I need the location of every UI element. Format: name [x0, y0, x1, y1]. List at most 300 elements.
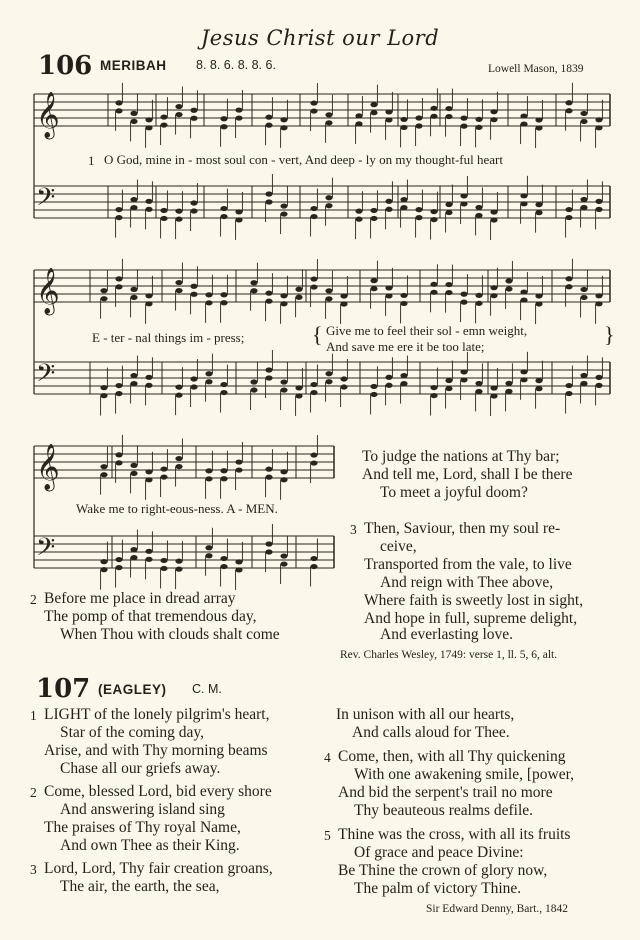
note-head: [115, 383, 122, 388]
note-head: [445, 114, 452, 119]
stanza-2-cont-line-3: To meet a joyful doom?: [380, 484, 528, 501]
note-head: [115, 565, 122, 570]
lyrics-line-2b-1: Give me to feel their sol - emn weight,: [326, 323, 528, 338]
note-head: [100, 385, 107, 390]
note-head: [220, 214, 227, 219]
note-head: [460, 300, 467, 305]
note-head: [505, 286, 512, 291]
h107-stanza-3-line-1: Lord, Lord, Thy fair creation groans,: [44, 860, 273, 877]
note-head: [580, 381, 587, 386]
h107-stanza-5-line-1: Thine was the cross, with all its fruits: [338, 826, 571, 843]
treble-clef-icon: 𝄞: [36, 444, 60, 490]
note-head: [100, 559, 107, 564]
note-head: [265, 123, 272, 128]
stanza-3-line-4: And reign with Thee above,: [380, 574, 554, 591]
note-head: [265, 375, 272, 380]
note-head: [565, 215, 572, 220]
h107-stanza-4-line-4: Thy beauteous realms defile.: [354, 802, 534, 819]
note-head: [145, 117, 152, 122]
note-head: [100, 393, 107, 398]
note-head: [250, 288, 257, 293]
note-head: [175, 464, 182, 469]
note-head: [490, 393, 497, 398]
note-head: [385, 117, 392, 122]
note-head: [460, 193, 467, 198]
note-head: [145, 375, 152, 380]
note-head: [535, 293, 542, 298]
stanza-3-line-6: And hope in full, supreme delight,: [364, 610, 578, 627]
note-head: [115, 557, 122, 562]
note-head: [280, 477, 287, 482]
note-head: [205, 545, 212, 550]
note-head: [325, 112, 332, 117]
note-head: [565, 391, 572, 396]
hymn-106-meter: 8. 8. 6. 8. 8. 6.: [196, 58, 276, 72]
note-head: [220, 564, 227, 569]
note-head: [430, 282, 437, 287]
hymn-107-meter: C. M.: [192, 682, 222, 696]
note-head: [475, 381, 482, 386]
note-head: [415, 215, 422, 220]
hymn-106-number: 106: [38, 51, 93, 81]
stanza-3-line-5: Where faith is sweetly lost in sight,: [364, 592, 584, 609]
note-head: [370, 286, 377, 291]
note-head: [520, 289, 527, 294]
note-head: [130, 373, 137, 378]
h107-stanza-2-line-4: And own Thee as their King.: [60, 837, 240, 854]
note-head: [265, 541, 272, 546]
note-head: [235, 115, 242, 120]
h107-stanza-1-line-4: Chase all our griefs away.: [60, 760, 221, 777]
h107-stanza-4-line-1: Come, then, with all Thy quickening: [338, 748, 566, 765]
note-head: [220, 116, 227, 121]
note-head: [595, 199, 602, 204]
note-head: [445, 106, 452, 111]
note-head: [190, 200, 197, 205]
note-head: [460, 377, 467, 382]
note-head: [130, 547, 137, 552]
note-head: [415, 123, 422, 128]
note-head: [520, 193, 527, 198]
note-head: [520, 369, 527, 374]
note-head: [430, 106, 437, 111]
note-head: [535, 125, 542, 130]
note-head: [385, 285, 392, 290]
note-head: [385, 207, 392, 212]
lyrics-line-1: O God, mine in - most soul con - vert, And deep - ly on my thought-ful heart: [104, 152, 503, 167]
note-head: [160, 122, 167, 127]
note-head: [565, 383, 572, 388]
note-head: [205, 300, 212, 305]
note-head: [250, 379, 257, 384]
h107-stanza-5-number: 5: [324, 828, 331, 843]
lyrics-verse-number: 1: [88, 153, 95, 168]
note-head: [190, 284, 197, 289]
h107-stanza-1-number: 1: [30, 708, 37, 723]
note-head: [340, 376, 347, 381]
note-head: [400, 117, 407, 122]
note-head: [265, 115, 272, 120]
note-head: [415, 207, 422, 212]
hymn-106-tune: MERIBAH: [100, 58, 167, 73]
note-head: [235, 559, 242, 564]
note-head: [100, 567, 107, 572]
note-head: [325, 379, 332, 384]
note-head: [430, 290, 437, 295]
note-head: [220, 300, 227, 305]
note-head: [205, 476, 212, 481]
note-head: [145, 293, 152, 298]
note-head: [355, 209, 362, 214]
note-head: [130, 381, 137, 386]
note-head: [160, 558, 167, 563]
stanza-2-line-3: When Thou with clouds shalt come: [60, 626, 280, 643]
stanza-2-number: 2: [30, 592, 37, 607]
note-head: [100, 464, 107, 469]
note-head: [280, 469, 287, 474]
note-head: [220, 468, 227, 473]
note-head: [400, 205, 407, 210]
note-head: [490, 209, 497, 214]
note-head: [595, 207, 602, 212]
note-head: [235, 459, 242, 464]
hymn-107-author: Sir Edward Denny, Bart., 1842: [426, 903, 569, 915]
note-head: [535, 301, 542, 306]
note-head: [205, 553, 212, 558]
h107-stanza-4-number: 4: [324, 750, 331, 765]
note-head: [595, 375, 602, 380]
note-head: [145, 477, 152, 482]
note-head: [310, 100, 317, 105]
note-head: [310, 108, 317, 113]
note-head: [460, 116, 467, 121]
note-head: [400, 301, 407, 306]
stanza-3-line-1: Then, Saviour, then my soul re-: [364, 520, 561, 537]
note-head: [220, 382, 227, 387]
note-head: [370, 208, 377, 213]
note-head: [205, 371, 212, 376]
note-head: [505, 381, 512, 386]
note-head: [130, 197, 137, 202]
note-head: [430, 114, 437, 119]
note-head: [325, 203, 332, 208]
bass-clef-icon: 𝄢: [36, 533, 56, 568]
note-head: [220, 124, 227, 129]
note-head: [520, 113, 527, 118]
note-head: [580, 197, 587, 202]
note-head: [190, 384, 197, 389]
h107-stanza-1-line-1: LIGHT of the lonely pilgrim's heart,: [44, 706, 270, 723]
note-head: [325, 371, 332, 376]
note-head: [160, 566, 167, 571]
note-head: [520, 377, 527, 382]
note-head: [370, 110, 377, 115]
note-head: [250, 387, 257, 392]
note-head: [250, 280, 257, 285]
treble-clef-icon: 𝄞: [36, 268, 60, 314]
stanza-2-line-1: Before me place in dread array: [44, 590, 236, 607]
note-head: [370, 392, 377, 397]
note-head: [595, 117, 602, 122]
note-head: [115, 276, 122, 281]
note-head: [100, 296, 107, 301]
note-head: [100, 288, 107, 293]
note-head: [265, 549, 272, 554]
note-head: [385, 375, 392, 380]
note-head: [310, 214, 317, 219]
stanza-3-line-3: Transported from the vale, to live: [364, 556, 572, 573]
note-head: [460, 201, 467, 206]
note-head: [385, 199, 392, 204]
note-head: [145, 125, 152, 130]
note-head: [475, 301, 482, 306]
note-head: [205, 379, 212, 384]
page-title: Jesus Christ our Lord: [200, 26, 440, 50]
stanza-2-cont-line-2: And tell me, Lord, shall I be there: [362, 466, 573, 483]
note-head: [130, 111, 137, 116]
note-head: [580, 295, 587, 300]
bass-clef-icon: 𝄢: [36, 183, 56, 218]
note-head: [325, 195, 332, 200]
note-head: [490, 293, 497, 298]
note-head: [295, 393, 302, 398]
h107-stanza-5-line-2: Of grace and peace Divine:: [354, 844, 524, 861]
brace-right: }: [604, 322, 615, 347]
note-head: [265, 467, 272, 472]
note-head: [535, 202, 542, 207]
note-head: [565, 108, 572, 113]
note-head: [580, 205, 587, 210]
note-head: [325, 296, 332, 301]
note-head: [145, 549, 152, 554]
note-head: [430, 385, 437, 390]
note-head: [115, 460, 122, 465]
note-head: [310, 276, 317, 281]
note-head: [445, 282, 452, 287]
note-head: [175, 280, 182, 285]
h107-stanza-3-cont-line-1: In unison with all our hearts,: [336, 706, 515, 723]
note-head: [595, 301, 602, 306]
note-head: [265, 199, 272, 204]
note-head: [565, 284, 572, 289]
note-head: [115, 108, 122, 113]
note-head: [280, 125, 287, 130]
stanza-3-line-2: ceive,: [380, 538, 417, 555]
note-head: [115, 100, 122, 105]
note-head: [280, 203, 287, 208]
note-head: [235, 217, 242, 222]
note-head: [475, 293, 482, 298]
note-head: [115, 452, 122, 457]
note-head: [445, 210, 452, 215]
note-head: [280, 301, 287, 306]
note-head: [265, 299, 272, 304]
note-head: [190, 108, 197, 113]
note-head: [190, 116, 197, 121]
h107-stanza-2-line-3: The praises of Thy royal Name,: [44, 819, 241, 836]
note-head: [460, 292, 467, 297]
note-head: [580, 119, 587, 124]
note-head: [130, 287, 137, 292]
note-head: [535, 386, 542, 391]
note-head: [460, 369, 467, 374]
note-head: [415, 115, 422, 120]
note-head: [580, 373, 587, 378]
h107-stanza-3-line-2: The air, the earth, the sea,: [60, 878, 220, 895]
note-head: [490, 117, 497, 122]
note-head: [310, 564, 317, 569]
note-head: [235, 567, 242, 572]
note-head: [295, 295, 302, 300]
h107-stanza-2-number: 2: [30, 785, 37, 800]
note-head: [325, 288, 332, 293]
note-head: [475, 205, 482, 210]
note-head: [385, 109, 392, 114]
note-head: [430, 217, 437, 222]
lyrics-line-3: Wake me to right-eous-ness. A - MEN.: [76, 501, 278, 516]
h107-stanza-3-cont-line-2: And calls aloud for Thee.: [352, 724, 510, 741]
brace-left: {: [312, 322, 323, 347]
note-head: [175, 288, 182, 293]
note-head: [265, 475, 272, 480]
note-head: [220, 390, 227, 395]
note-head: [445, 202, 452, 207]
note-head: [145, 557, 152, 562]
note-head: [145, 469, 152, 474]
note-head: [175, 559, 182, 564]
note-head: [460, 124, 467, 129]
note-head: [175, 217, 182, 222]
note-head: [580, 287, 587, 292]
stanza-3-line-7: And everlasting love.: [380, 626, 514, 643]
hymn-106-author: Rev. Charles Wesley, 1749: verse 1, ll. 5, 6, alt.: [340, 649, 558, 661]
note-head: [535, 210, 542, 215]
note-head: [130, 555, 137, 560]
note-head: [145, 383, 152, 388]
note-head: [355, 121, 362, 126]
note-head: [310, 452, 317, 457]
note-head: [580, 111, 587, 116]
note-head: [175, 209, 182, 214]
note-head: [115, 215, 122, 220]
note-head: [445, 290, 452, 295]
note-head: [355, 217, 362, 222]
note-head: [115, 391, 122, 396]
note-head: [595, 293, 602, 298]
note-head: [310, 556, 317, 561]
note-head: [565, 100, 572, 105]
note-head: [235, 107, 242, 112]
note-head: [175, 112, 182, 117]
note-head: [400, 381, 407, 386]
note-head: [310, 382, 317, 387]
stanza-3-number: 3: [350, 522, 357, 537]
note-head: [505, 389, 512, 394]
note-head: [370, 102, 377, 107]
hymn-107-tune: (EAGLEY): [98, 682, 167, 697]
note-head: [475, 125, 482, 130]
note-head: [400, 373, 407, 378]
note-head: [280, 553, 287, 558]
note-head: [400, 125, 407, 130]
note-head: [385, 383, 392, 388]
h107-stanza-1-line-3: Arise, and with Thy morning beams: [44, 742, 268, 759]
note-head: [370, 278, 377, 283]
bass-clef-icon: 𝄢: [36, 359, 56, 394]
note-head: [280, 117, 287, 122]
note-head: [205, 292, 212, 297]
note-head: [115, 284, 122, 289]
note-head: [130, 119, 137, 124]
lyrics-line-2b-2: And save me ere it be too late;: [326, 339, 485, 354]
note-head: [205, 468, 212, 473]
note-head: [145, 199, 152, 204]
note-head: [595, 383, 602, 388]
note-head: [490, 285, 497, 290]
note-head: [340, 384, 347, 389]
note-head: [160, 208, 167, 213]
note-head: [520, 121, 527, 126]
stanza-2-cont-line-1: To judge the nations at Thy bar;: [362, 448, 560, 465]
note-head: [235, 467, 242, 472]
note-head: [280, 293, 287, 298]
stanza-2-line-2: The pomp of that tremendous day,: [44, 608, 257, 625]
note-head: [280, 211, 287, 216]
h107-stanza-2-line-2: And answering island sing: [60, 801, 225, 818]
note-head: [265, 291, 272, 296]
note-head: [340, 301, 347, 306]
note-head: [145, 301, 152, 306]
note-head: [130, 295, 137, 300]
note-head: [475, 389, 482, 394]
note-head: [295, 385, 302, 390]
h107-stanza-5-line-4: The palm of victory Thine.: [354, 880, 522, 897]
note-head: [565, 276, 572, 281]
note-head: [595, 125, 602, 130]
h107-stanza-1-line-2: Star of the coming day,: [60, 724, 205, 741]
note-head: [280, 387, 287, 392]
note-head: [430, 209, 437, 214]
note-head: [430, 393, 437, 398]
note-head: [310, 390, 317, 395]
note-head: [400, 197, 407, 202]
note-head: [325, 120, 332, 125]
hymn-107-number: 107: [36, 674, 91, 704]
note-head: [175, 393, 182, 398]
hymn-106-composer: Lowell Mason, 1839: [488, 63, 584, 75]
note-head: [190, 292, 197, 297]
note-head: [175, 456, 182, 461]
note-head: [115, 207, 122, 212]
h107-stanza-4-line-3: And bid the serpent's trail no more: [338, 784, 553, 801]
note-head: [445, 378, 452, 383]
h107-stanza-2-line-1: Come, blessed Lord, bid every shore: [44, 783, 272, 800]
note-head: [220, 206, 227, 211]
note-head: [340, 293, 347, 298]
note-head: [220, 292, 227, 297]
note-head: [445, 386, 452, 391]
note-head: [565, 207, 572, 212]
treble-clef-icon: 𝄞: [36, 92, 60, 138]
note-head: [175, 567, 182, 572]
note-head: [160, 474, 167, 479]
note-head: [535, 378, 542, 383]
note-head: [490, 385, 497, 390]
note-head: [280, 379, 287, 384]
note-head: [130, 471, 137, 476]
note-head: [160, 216, 167, 221]
note-head: [520, 297, 527, 302]
